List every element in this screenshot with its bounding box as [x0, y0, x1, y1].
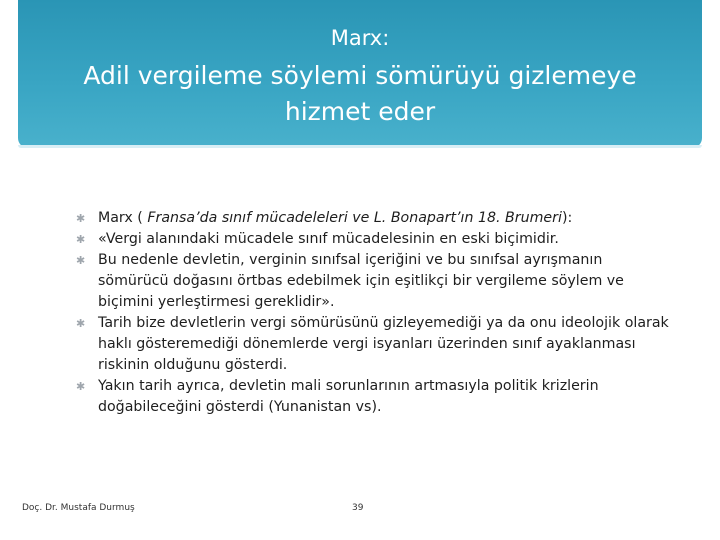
- bullet-text-suffix: ):: [561, 210, 573, 226]
- slide-title-line-1: Adil vergileme söylemi sömürüyü gizlemeye: [83, 61, 637, 90]
- bullet-text-prefix: Marx (: [98, 210, 148, 226]
- title-band: [18, 0, 702, 148]
- bullet-item: [76, 250, 676, 313]
- snowflake-bullet-icon: ✱: [76, 380, 86, 393]
- bullet-text: Tarih bize devletlerin vergi sömürüsünü gizleyemediği ya da onu ideolojik olarak haklı gösteremediği dönemlerde vergi isyanları üzerinden sınıf ayaklanması riskinin olduğunu gösterdi.: [98, 315, 669, 373]
- bullet-text: «Vergi alanındaki mücadele sınıf mücadelesinin en eski biçimidir.: [98, 231, 559, 247]
- book-title: Fransa’da sınıf mücadeleleri ve L. Bonapart’ın 18. Brumeri: [147, 210, 562, 226]
- footer-author: Doç. Dr. Mustafa Durmuş: [22, 503, 135, 513]
- bullet-list: [76, 208, 676, 418]
- bullet-item: [76, 208, 676, 229]
- bullet-item: [76, 229, 676, 250]
- slide-subtitle: Marx:: [330, 26, 390, 50]
- snowflake-bullet-icon: ✱: [76, 233, 86, 246]
- slide-title-line-2: hizmet eder: [284, 97, 436, 126]
- bullet-text: Bu nedenle devletin, verginin sınıfsal içeriğini ve bu sınıfsal ayrışmanın sömürücü doğasını örtbas edebilmek için eşitlikçi bir vergileme söylem ve biçimini yerleştirmesi gereklidir».: [98, 252, 624, 310]
- bullet-text: Yakın tarih ayrıca, devletin mali sorunlarının artmasıyla politik krizlerin doğabileceğini gösterdi (Yunanistan vs).: [98, 378, 599, 415]
- page-number: 39: [352, 503, 364, 513]
- snowflake-bullet-icon: ✱: [76, 212, 86, 225]
- snowflake-bullet-icon: ✱: [76, 254, 86, 267]
- bullet-item: [76, 313, 676, 376]
- slide-title: [18, 58, 702, 130]
- bullet-item: [76, 376, 676, 418]
- snowflake-bullet-icon: ✱: [76, 317, 86, 330]
